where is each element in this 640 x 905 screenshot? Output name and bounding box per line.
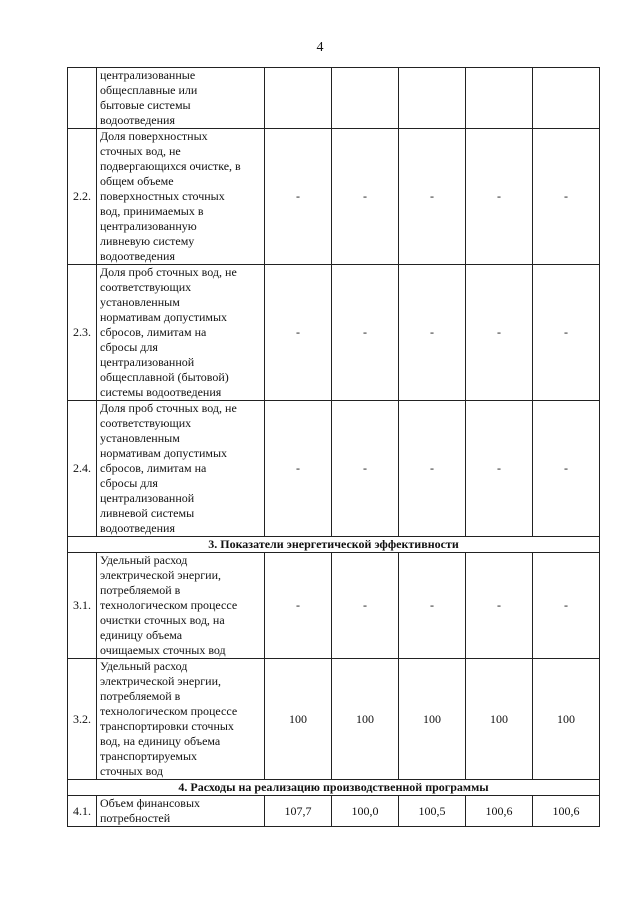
value-cell: - bbox=[533, 553, 600, 659]
table-row bbox=[68, 265, 600, 401]
row-number: 4.1. bbox=[68, 796, 97, 827]
value-cell: 100 bbox=[399, 659, 466, 780]
value-cell: - bbox=[533, 401, 600, 537]
value-cell: - bbox=[466, 401, 533, 537]
row-number: 3.2. bbox=[68, 659, 97, 780]
section-title: 4. Расходы на реализацию производственной программы bbox=[68, 780, 600, 796]
row-description: Доля проб сточных вод, не соответствующих установленным нормативам допустимых сбросов, лимитам на сбросы для централизованной ливневой системы водоотведения bbox=[97, 401, 265, 537]
row-number bbox=[68, 68, 97, 129]
row-number: 2.4. bbox=[68, 401, 97, 537]
value-cell: 100,6 bbox=[533, 796, 600, 827]
row-description: Объем финансовых потребностей bbox=[97, 796, 265, 827]
value-cell: - bbox=[533, 265, 600, 401]
value-cell: - bbox=[265, 553, 332, 659]
row-description: централизованные общесплавные или бытовые системы водоотведения bbox=[97, 68, 265, 129]
value-cell: - bbox=[332, 401, 399, 537]
row-description: Удельный расход электрической энергии, потребляемой в технологическом процессе транспортировки сточных вод, на единицу объема транспортируемых сточных вод bbox=[97, 659, 265, 780]
table-row bbox=[68, 659, 600, 780]
value-cell: - bbox=[332, 129, 399, 265]
row-description: Доля поверхностных сточных вод, не подвергающихся очистке, в общем объеме поверхностных сточных вод, принимаемых в централизованную ливневую систему водоотведения bbox=[97, 129, 265, 265]
value-cell bbox=[332, 68, 399, 129]
table-row bbox=[68, 796, 600, 827]
value-cell: - bbox=[332, 553, 399, 659]
value-cell: - bbox=[399, 129, 466, 265]
section-row bbox=[68, 537, 600, 553]
page-number: 4 bbox=[316, 40, 324, 55]
row-number: 2.3. bbox=[68, 265, 97, 401]
row-number: 2.2. bbox=[68, 129, 97, 265]
value-cell: - bbox=[399, 265, 466, 401]
value-cell: 100,0 bbox=[332, 796, 399, 827]
table-row bbox=[68, 401, 600, 537]
value-cell bbox=[533, 68, 600, 129]
section-row bbox=[68, 780, 600, 796]
value-cell: 100 bbox=[466, 659, 533, 780]
value-cell: - bbox=[399, 553, 466, 659]
value-cell: 100,5 bbox=[399, 796, 466, 827]
value-cell: - bbox=[466, 265, 533, 401]
value-cell: - bbox=[265, 265, 332, 401]
value-cell: - bbox=[466, 553, 533, 659]
table-body bbox=[68, 68, 600, 827]
value-cell: - bbox=[466, 129, 533, 265]
value-cell: 100 bbox=[332, 659, 399, 780]
table-row bbox=[68, 68, 600, 129]
value-cell: 100 bbox=[265, 659, 332, 780]
value-cell bbox=[399, 68, 466, 129]
row-description: Доля проб сточных вод, не соответствующих установленным нормативам допустимых сбросов, лимитам на сбросы для централизованной общесплавной (бытовой) системы водоотведения bbox=[97, 265, 265, 401]
section-title: 3. Показатели энергетической эффективности bbox=[68, 537, 600, 553]
value-cell: - bbox=[265, 129, 332, 265]
row-description: Удельный расход электрической энергии, потребляемой в технологическом процессе очистки сточных вод, на единицу объема очищаемых сточных вод bbox=[97, 553, 265, 659]
value-cell: - bbox=[533, 129, 600, 265]
value-cell bbox=[265, 68, 332, 129]
value-cell bbox=[466, 68, 533, 129]
table-row bbox=[68, 129, 600, 265]
value-cell: 107,7 bbox=[265, 796, 332, 827]
indicators-table bbox=[67, 67, 600, 827]
value-cell: 100,6 bbox=[466, 796, 533, 827]
table-row bbox=[68, 553, 600, 659]
value-cell: - bbox=[399, 401, 466, 537]
value-cell: 100 bbox=[533, 659, 600, 780]
value-cell: - bbox=[332, 265, 399, 401]
row-number: 3.1. bbox=[68, 553, 97, 659]
value-cell: - bbox=[265, 401, 332, 537]
